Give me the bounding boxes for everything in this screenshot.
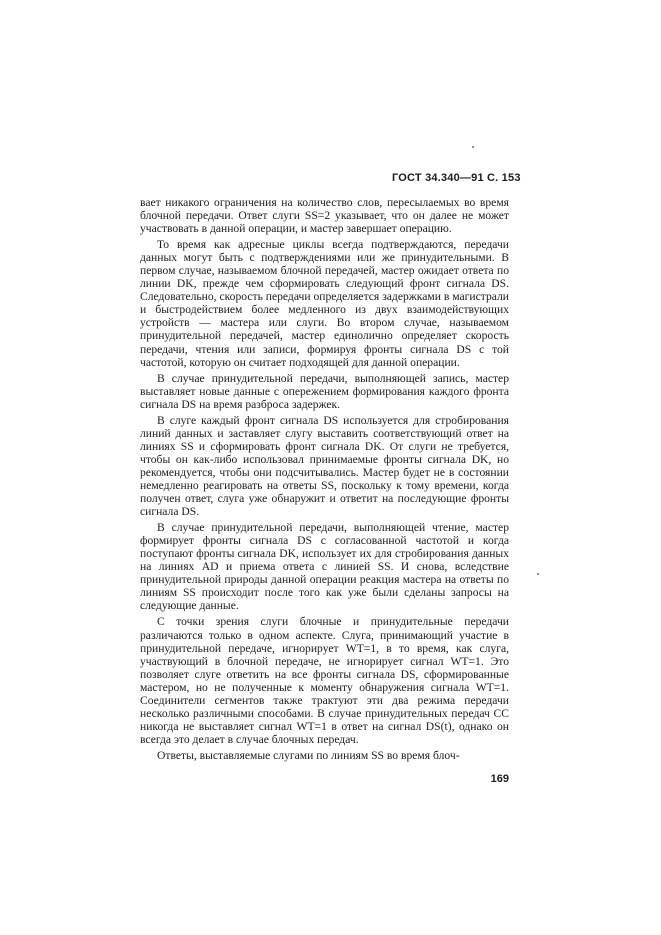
running-header: ГОСТ 34.340—91 С. 153 [392, 172, 521, 184]
paragraph-2: То время как адресные циклы всегда подтверждаются, передачи данных могут быть с подтверждениями или же принудительными. В первом случае, называемом блочной передачей, мастер ожидает ответа по линии DK, прежде чем сформировать следующий фронт сигнала DS. Следовательно, скорость передачи определяется задержками в магистрали и быстродействием более медленного из двух взаимодействующих устройств — мастера или слуги. Во втором случае, называемом принудительной передачей, мастер единолично определяет скорость передачи, чтения или записи, формируя фронты сигнала DS с той частотой, которую он считает подходящей для данной операции. [140, 238, 509, 369]
paragraph-3: В случае принудительной передачи, выполняющей запись, мастер выставляет новые данные с опережением формирования каждого фронта сигнала DS на время разброса задержек. [140, 371, 509, 411]
paragraph-4: В слуге каждый фронт сигнала DS используется для стробирования линий данных и заставляет слугу выставить соответствующий ответ на линиях SS и сформировать фронт сигнала DK. От слуги не требуется, чтобы он как-либо использовал принимаемые фронты сигнала DK, но рекомендуется, чтобы они подсчитывались. Мастер будет не в состоянии немедленно реагировать на ответы SS, поскольку к тому времени, когда получен ответ, слуга уже обнаружит и ответит на последующие фронты сигнала DS. [140, 413, 509, 519]
scan-speck [472, 146, 474, 148]
paragraph-5: В случае принудительной передачи, выполняющей чтение, мастер формирует фронты сигнала DS с согласованной частотой и когда поступают фронты сигнала DK, использует их для стробирования данных на линиях AD и приема ответа с линией SS. И снова, вследствие принудительной природы данной операции реакция мастера на ответы по линиям SS происходит после того как уже были сделаны запросы на следующие данные. [140, 521, 509, 613]
page-number: 169 [490, 773, 509, 785]
scan-speck [537, 573, 539, 575]
body-text [140, 196, 509, 765]
paragraph-7: Ответы, выставляемые слугами по линиям SS во время блоч- [157, 748, 460, 762]
paragraph-1: вает никакого ограничения на количество слов, пересылаемых во время блочной передачи. Ответ слуги SS=2 указывает, что он далее не может участвовать в данной операции, и мастер завершает операцию. [140, 196, 509, 236]
paragraph-6: С точки зрения слуги блочные и принудительные передачи различаются только в одном аспекте. Слуга, принимающий участие в принудительной передаче, игнорирует WT=1, в то время, как слуга, участвующий в блочной передаче, не игнорирует сигнал WT=1. Это позволяет слуге ответить на все фронты сигнала DS, сформированные мастером, но не полученные к моменту обнаружения сигнала WT=1. Соединители сегментов также трактуют эти два режима передачи несколько различными способами. В случае принудительных передач СС никогда не выставляет сигнал WT=1 в ответ на сигнал DS(t), однако он всегда это делает в случае блочных передач. [140, 615, 509, 746]
